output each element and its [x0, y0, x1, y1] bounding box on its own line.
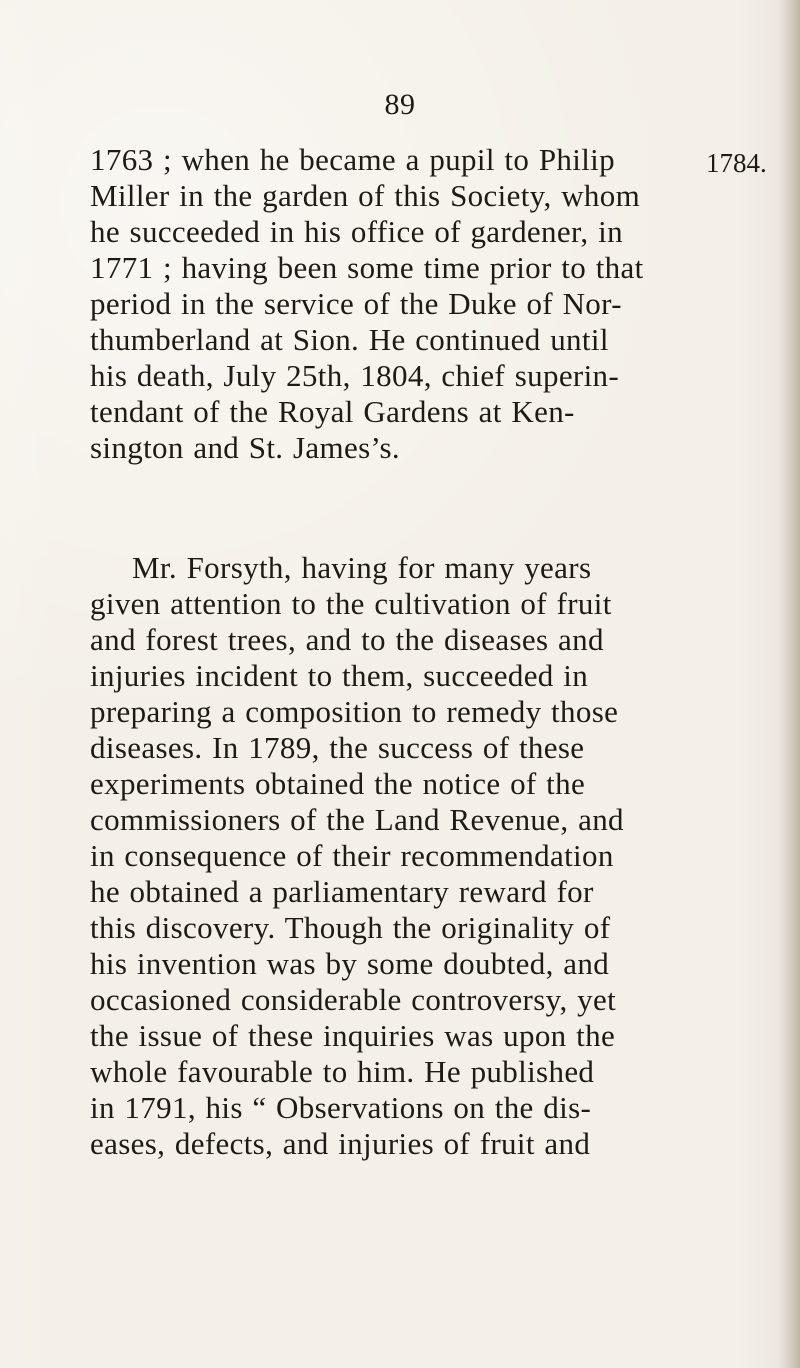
- paragraph-1-line-1: 1763 ; when he became a pupil to Philip: [90, 142, 615, 177]
- paragraph-1-line-7: his death, July 25th, 1804, chief superin-: [90, 358, 620, 393]
- paragraph-2-line-14: the issue of these inquiries was upon the: [90, 1018, 616, 1053]
- paragraph-2-line-5: preparing a composition to remedy those: [90, 694, 619, 729]
- paragraph-1-line-2: Miller in the garden of this Society, whom: [90, 178, 641, 213]
- paragraph-1-line-8: tendant of the Royal Gardens at Ken-: [90, 394, 575, 429]
- paragraph-2-line-1: Mr. Forsyth, having for many years: [132, 550, 592, 585]
- page-number: 89: [384, 88, 416, 121]
- paragraph-1-line-9: sington and St. James’s.: [90, 430, 400, 465]
- paragraph-2: [90, 551, 730, 1163]
- paragraph-2-line-2: given attention to the cultivation of fruit: [90, 586, 612, 621]
- paragraph-2-line-12: his invention was by some doubted, and: [90, 946, 610, 981]
- paragraph-2-line-8: commissioners of the Land Revenue, and: [90, 802, 624, 837]
- paragraph-2-line-10: he obtained a parliamentary reward for: [90, 874, 594, 909]
- margin-note: 1784.: [706, 148, 767, 178]
- paragraph-2-line-15: whole favourable to him. He published: [90, 1054, 595, 1089]
- paragraph-1-line-3: he succeeded in his office of gardener, in: [90, 214, 623, 249]
- paragraph-2-line-17: eases, defects, and injuries of fruit and: [90, 1126, 591, 1161]
- paragraph-2-line-4: injuries incident to them, succeeded in: [90, 658, 589, 693]
- page-edge-shadow: [778, 0, 800, 1368]
- paragraph-2-line-7: experiments obtained the notice of the: [90, 766, 586, 801]
- paragraph-2-line-16: in 1791, his “ Observations on the dis-: [90, 1090, 592, 1125]
- paragraph-2-line-6: diseases. In 1789, the success of these: [90, 730, 585, 765]
- paragraph-2-line-3: and forest trees, and to the diseases and: [90, 622, 604, 657]
- paragraph-2-line-9: in consequence of their recommendation: [90, 838, 614, 873]
- paragraph-1-line-4: 1771 ; having been some time prior to that: [90, 250, 644, 285]
- paragraph-2-line-13: occasioned considerable controversy, yet: [90, 982, 617, 1017]
- paragraph-2-line-11: this discovery. Though the originality of: [90, 910, 611, 945]
- paragraph-1: [90, 143, 728, 467]
- paragraph-1-line-5: period in the service of the Duke of Nor-: [90, 286, 622, 321]
- paragraph-1-line-6: thumberland at Sion. He continued until: [90, 322, 609, 357]
